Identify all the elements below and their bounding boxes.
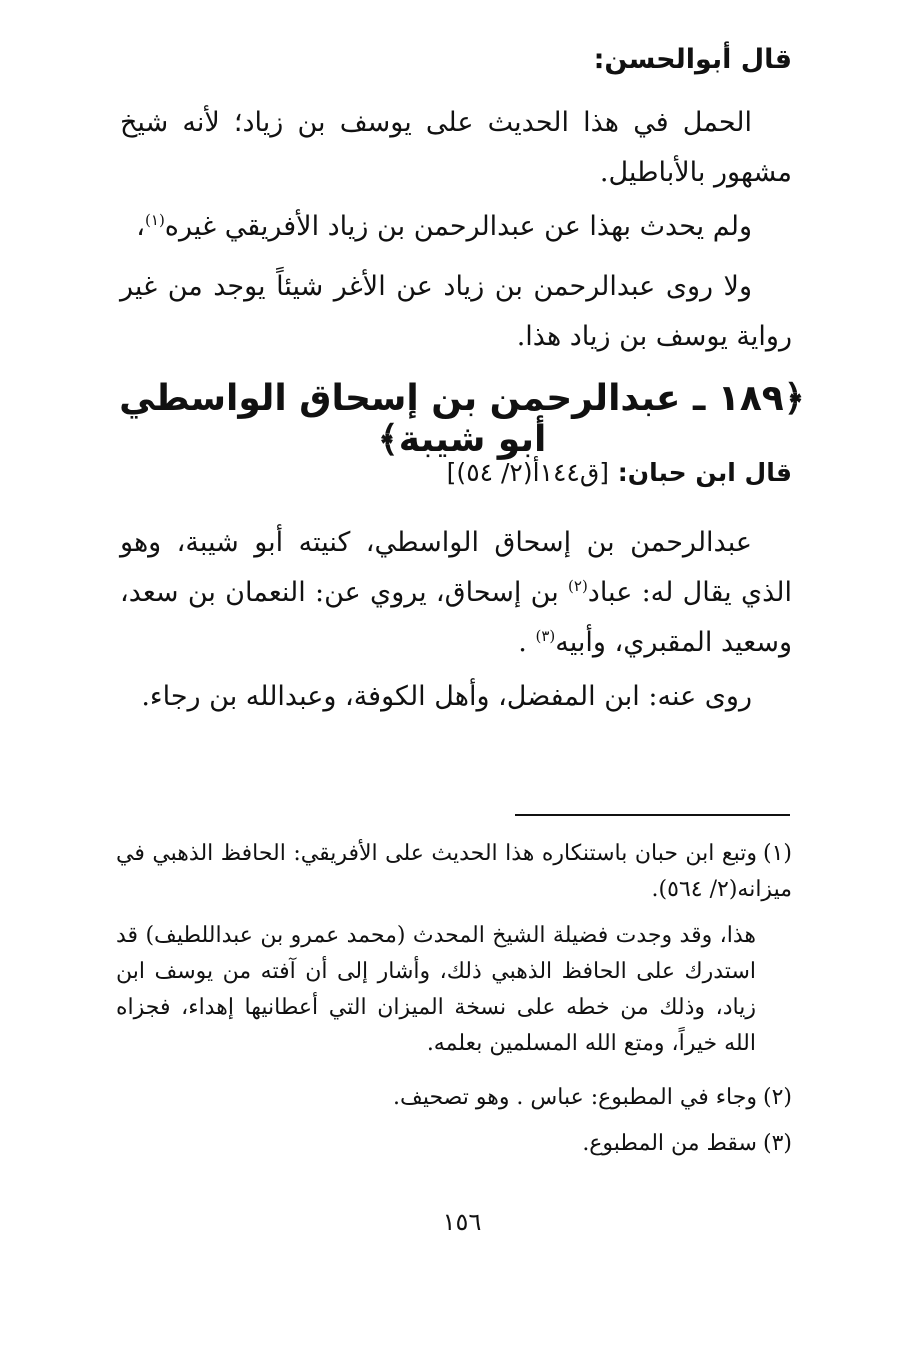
footnote-1-text: وتبع ابن حبان باستنكاره هذا الحديث على الأفريقي: الحافظ الذهبي في ميزانه(٢/ ٥٦٤). xyxy=(116,841,792,902)
footnote-3-text: سقط من المطبوع. xyxy=(582,1131,757,1156)
paragraph-5: روى عنه: ابن المفضل، وأهل الكوفة، وعبدالله بن رجاء. xyxy=(141,681,752,712)
footnote-2-text: وجاء في المطبوع: عباس . وهو تصحيف. xyxy=(393,1085,757,1110)
footnote-ref-3: (٣) xyxy=(535,627,556,645)
paragraph-4 xyxy=(120,518,792,668)
source-label: قال ابن حبان: xyxy=(617,458,792,487)
source-reference: [ق١٤٤أ(٢/ ٥٤)] xyxy=(446,458,610,487)
footnote-3-number: (٣) xyxy=(762,1131,792,1156)
page-number: ١٥٦ xyxy=(442,1208,482,1236)
paragraph-4-part2: بن إسحاق، يروي عن: النعمان بن سعد، وسعيد المقبري، وأبيه xyxy=(120,577,792,658)
footnote-ref-2: (٢) xyxy=(568,577,588,595)
paragraph-2-text: ولم يحدث بهذا عن عبدالرحمن بن زياد الأفريقي غيره xyxy=(164,211,752,242)
entry-heading: ﴿١٨٩ ـ عبدالرحمن بن إسحاق الواسطي أبو شيبة﴾ xyxy=(119,378,805,460)
paragraph-1: الحمل في هذا الحديث على يوسف بن زياد؛ لأنه شيخ مشهور بالأباطيل. xyxy=(120,107,792,188)
footnote-ref-1: (١) xyxy=(145,211,165,229)
footnote-1-number: (١) xyxy=(762,841,792,866)
intro-label: قال أبوالحسن: xyxy=(593,44,792,75)
footnote-3 xyxy=(116,1126,792,1162)
footnote-2-number: (٢) xyxy=(762,1085,792,1110)
paragraph-2 xyxy=(120,202,792,252)
footnote-divider xyxy=(515,814,790,816)
paragraph-3: ولا روى عبدالرحمن بن زياد عن الأغر شيئاً يوجد من غير رواية يوسف بن زياد هذا. xyxy=(120,271,792,352)
footnote-1-continuation: هذا، وقد وجدت فضيلة الشيخ المحدث (محمد عمرو بن عبداللطيف) قد استدرك على الحافظ الذهبي ذلك، وأشار إلى أن آفته من يوسف ابن زياد، وذلك من خطه على نسخة الميزان التي أعطانيها إهداء، فجزاه الله خيراً، ومتع الله المسلمين بعلمه. xyxy=(116,923,756,1056)
source-line xyxy=(120,458,792,487)
footnote-1 xyxy=(116,836,792,908)
footnote-2 xyxy=(116,1080,792,1116)
paragraph-4-part1: عبدالرحمن بن إسحاق الواسطي، كنيته أبو شيبة، وهو الذي يقال له: عباد xyxy=(120,527,793,608)
paragraph-4-part3: . xyxy=(518,627,536,658)
paragraph-2-tail: ، xyxy=(136,211,146,242)
